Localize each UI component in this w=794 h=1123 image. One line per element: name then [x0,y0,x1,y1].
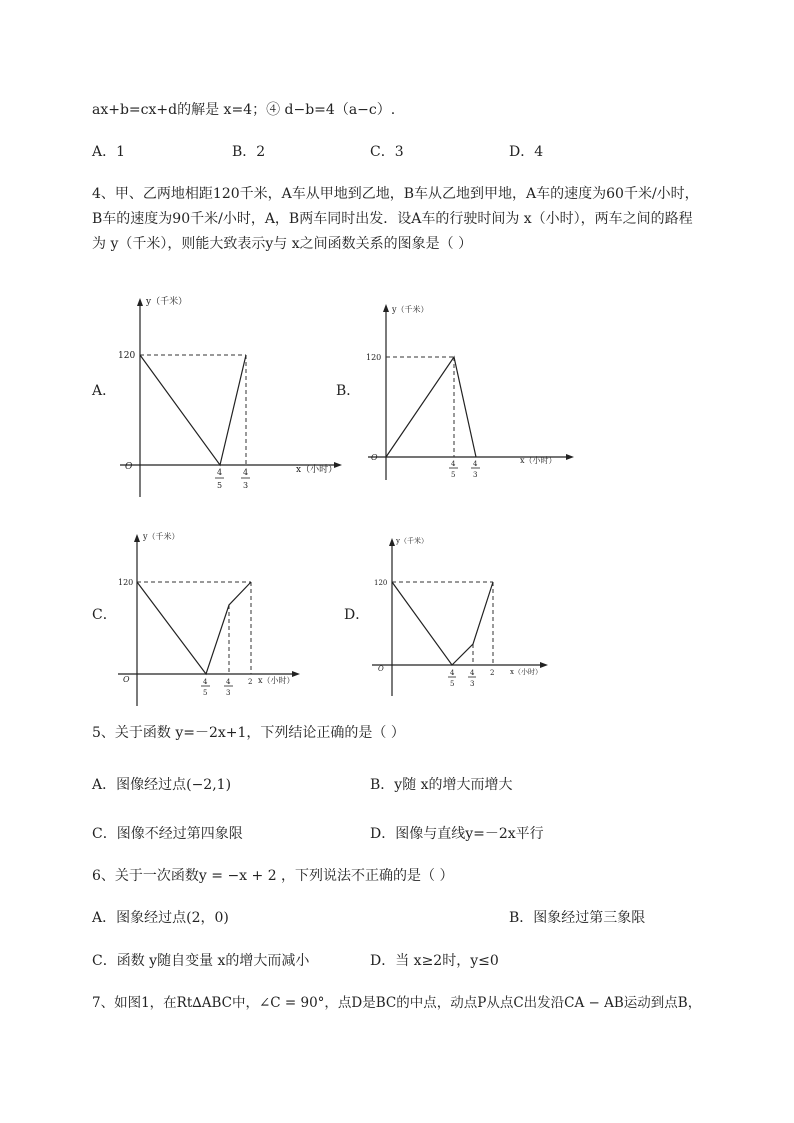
q7-stem: 7、如图1，在Rt∆ABC中，∠C = 90°，点D是BC的中点，动点P从点C出发沿CA − AB运动到点B， [92,995,702,1011]
q5-option-a: A．图像经过点(−2,1) [92,777,232,793]
q5-stem: 5、关于函数 y=－2x+1，下列结论正确的是（ ） [92,725,405,741]
graph-b-ylabel: y（千米） [392,305,429,314]
graph-d-origin: O [378,665,384,673]
graph-d-tick1-den: 5 [450,680,455,688]
graph-d-tick1-num: 4 [450,669,455,677]
graph-b-tick2-den: 3 [473,471,478,479]
q4-label-c: C． [92,607,117,623]
graph-b-tick1-num: 4 [451,460,456,468]
graph-c-y120: 120 [118,578,134,587]
graph-c-tick2-den: 3 [226,689,231,697]
q4-stem-line2: B车的速度为90千米/小时，A，B两车同时出发．设A车的行驶时间为 x（小时），两车之间的路程 [92,211,693,227]
q5-option-d: D．图像与直线y=－2x平行 [370,826,544,842]
q3-tail: ax+b=cx+d的解是 x=4；④ d−b=4（a−c）. [92,102,396,118]
q6-option-a: A．图象经过点(2，0) [92,910,229,926]
graph-b-tick2-num: 4 [473,460,478,468]
graph-d-ylabel: y（千米） [396,537,428,545]
graph-c-tick1-den: 5 [203,689,208,697]
graph-a [110,292,350,502]
q6-option-c: C．函数 y随自变量 x的增大而减小 [92,953,310,969]
q6-option-b: B．图象经过第三象限 [509,910,646,926]
q3-option-b: B．2 [232,144,266,160]
q4-stem-line1: 4、甲、乙两地相距120千米，A车从甲地到乙地，B车从乙地到甲地，A车的速度为60千米/小时， [92,186,699,202]
graph-c-tick3: 2 [248,678,253,686]
graph-a-ylabel: y（千米） [146,297,188,307]
graph-a-tick1-den: 5 [217,481,223,490]
graph-c-ylabel: y（千米） [143,532,180,541]
graph-a-origin: O [125,462,133,472]
q6-option-d: D．当 x≥2时，y≤0 [370,953,499,969]
graph-c-tick2-num: 4 [226,678,231,686]
graph-a-tick1-num: 4 [217,468,223,477]
q5-option-c: C．图像不经过第四象限 [92,826,243,842]
graph-a-tick2-num: 4 [243,468,249,477]
q6-stem: 6、关于一次函数y = −x + 2 ，下列说法不正确的是（ ） [92,868,454,884]
graph-b-y120: 120 [366,353,382,362]
graph-b-xlabel: x（小时） [520,456,557,465]
graph-d-tick3: 2 [490,669,495,677]
graph-d [366,534,556,704]
q3-option-c: C．3 [370,144,404,160]
graph-d-xlabel: x（小时） [510,668,542,676]
graph-a-tick2-den: 3 [243,481,249,490]
graph-c-tick1-num: 4 [203,678,208,686]
graph-b [358,300,588,485]
graph-c [110,530,310,710]
graph-a-xlabel: x（小时） [296,465,338,475]
graph-c-origin: O [123,675,130,684]
graph-b-tick1-den: 5 [451,471,456,479]
graph-a-y120: 120 [118,351,136,361]
graph-d-y120: 120 [374,579,388,587]
graph-d-tick2-num: 4 [470,669,475,677]
q4-stem-line3: 为 y（千米），则能大致表示y与 x之间函数关系的图象是（ ） [92,236,473,252]
q3-option-d: D．4 [509,144,544,160]
graph-c-xlabel: x（小时） [258,676,295,685]
q4-label-b: B． [336,383,361,399]
graph-d-tick2-den: 3 [470,680,475,688]
q4-label-a: A． [92,383,117,399]
q3-option-a: A．1 [92,144,126,160]
q4-label-d: D． [344,607,370,623]
q5-option-b: B．y随 x的增大而增大 [370,777,513,793]
graph-b-origin: O [371,453,378,462]
